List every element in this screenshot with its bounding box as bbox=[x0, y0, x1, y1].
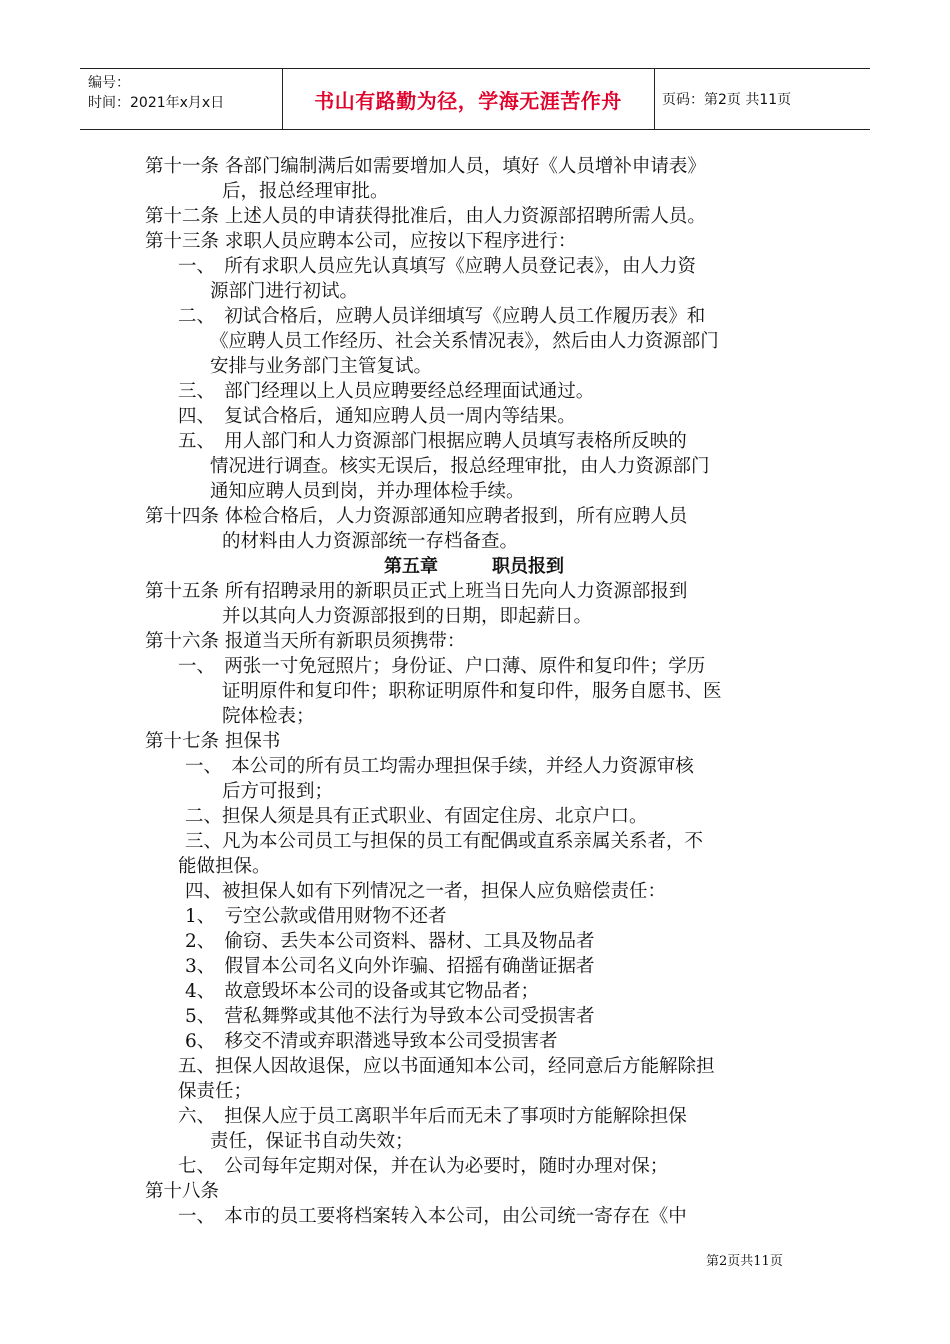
text-line: 一、 本公司的所有员工均需办理担保手续，并经人力资源审核 bbox=[185, 756, 694, 777]
text-line: 后方可报到； bbox=[222, 781, 334, 802]
document-number-label: 编号： bbox=[88, 75, 130, 91]
text-line: 一、 所有求职人员应先认真填写《应聘人员登记表》，由人力资 bbox=[178, 256, 697, 277]
text-line: 一、 两张一寸免冠照片；身份证、户口薄、原件和复印件；学历 bbox=[178, 656, 706, 677]
text-line: 第十六条 报道当天所有新职员须携带： bbox=[145, 631, 466, 652]
text-line: 6、 移交不清或弃职潜逃导致本公司受损害者 bbox=[185, 1031, 558, 1052]
text-line: 第十五条 所有招聘录用的新职员正式上班当日先向人力资源部报到 bbox=[145, 581, 688, 602]
text-line: 《应聘人员工作经历、社会关系情况表》，然后由人力资源部门 bbox=[210, 331, 719, 352]
text-line: 六、 担保人应于员工离职半年后而无未了事项时方能解除担保 bbox=[178, 1106, 687, 1127]
text-line: 证明原件和复印件；职称证明原件和复印件，服务自愿书、医 bbox=[222, 681, 722, 702]
text-line: 保责任； bbox=[178, 1081, 253, 1102]
text-line: 并以其向人力资源部报到的日期，即起薪日。 bbox=[222, 606, 593, 627]
text-line: 3、 假冒本公司名义向外诈骗、招摇有确凿证据者 bbox=[185, 956, 595, 977]
text-line: 2、 偷窃、丢失本公司资料、器材、工具及物品者 bbox=[185, 931, 595, 952]
text-line: 第十七条 担保书 bbox=[145, 731, 281, 752]
text-line: 第十八条 bbox=[145, 1181, 220, 1202]
text-line: 1、 亏空公款或借用财物不还者 bbox=[185, 906, 447, 927]
text-line: 5、 营私舞弊或其他不法行为导致本公司受损害者 bbox=[185, 1006, 595, 1027]
page-header bbox=[80, 68, 870, 130]
text-line: 第十二条 上述人员的申请获得批准后，由人力资源部招聘所需人员。 bbox=[145, 206, 706, 227]
text-line: 的材料由人力资源部统一存档备查。 bbox=[222, 531, 519, 552]
header-page-number: 页码：第2页 共11页 bbox=[662, 92, 792, 108]
page-footer: 第2页共11页 bbox=[706, 1254, 783, 1269]
text-line: 五、 用人部门和人力资源部门根据应聘人员填写表格所反映的 bbox=[178, 431, 687, 452]
text-line: 能做担保。 bbox=[178, 856, 271, 877]
text-line: 安排与业务部门主管复试。 bbox=[210, 356, 433, 377]
text-line: 二、担保人须是具有正式职业、有固定住房、北京户口。 bbox=[185, 806, 648, 827]
text-line: 源部门进行初试。 bbox=[210, 281, 359, 302]
text-line: 三、 部门经理以上人员应聘要经总经理面试通过。 bbox=[178, 381, 595, 402]
text-line: 二、 初试合格后，应聘人员详细填写《应聘人员工作履历表》和 bbox=[178, 306, 706, 327]
text-line: 通知应聘人员到岗，并办理体检手续。 bbox=[210, 481, 525, 502]
document-time-label: 时间：2021年x月x日 bbox=[88, 95, 225, 111]
text-line: 四、被担保人如有下列情况之一者，担保人应负赔偿责任： bbox=[185, 881, 667, 902]
text-line: 责任，保证书自动失效； bbox=[210, 1131, 414, 1152]
text-line: 后，报总经理审批。 bbox=[222, 181, 389, 202]
header-divider bbox=[654, 69, 655, 129]
text-line: 院体检表； bbox=[222, 706, 315, 727]
text-line: 七、 公司每年定期对保，并在认为必要时，随时办理对保； bbox=[178, 1156, 669, 1177]
chapter-heading: 第五章 职员报到 bbox=[384, 556, 564, 577]
text-line: 第十三条 求职人员应聘本公司，应按以下程序进行： bbox=[145, 231, 577, 252]
text-line: 四、 复试合格后，通知应聘人员一周内等结果。 bbox=[178, 406, 576, 427]
text-line: 第十一条 各部门编制满后如需要增加人员，填好《人员增补申请表》 bbox=[145, 156, 706, 177]
text-line: 第十四条 体检合格后，人力资源部通知应聘者报到，所有应聘人员 bbox=[145, 506, 688, 527]
text-line: 情况进行调查。核实无误后，报总经理审批，由人力资源部门 bbox=[210, 456, 710, 477]
header-meta bbox=[88, 73, 224, 113]
text-line: 一、 本市的员工要将档案转入本公司，由公司统一寄存在《中 bbox=[178, 1206, 687, 1227]
text-line: 三、凡为本公司员工与担保的员工有配偶或直系亲属关系者，不 bbox=[185, 831, 704, 852]
header-motto: 书山有路勤为径，学海无涯苦作舟 bbox=[314, 88, 622, 113]
text-line: 五、担保人因故退保，应以书面通知本公司，经同意后方能解除担 bbox=[178, 1056, 715, 1077]
text-line: 4、 故意毁坏本公司的设备或其它物品者； bbox=[185, 981, 540, 1002]
